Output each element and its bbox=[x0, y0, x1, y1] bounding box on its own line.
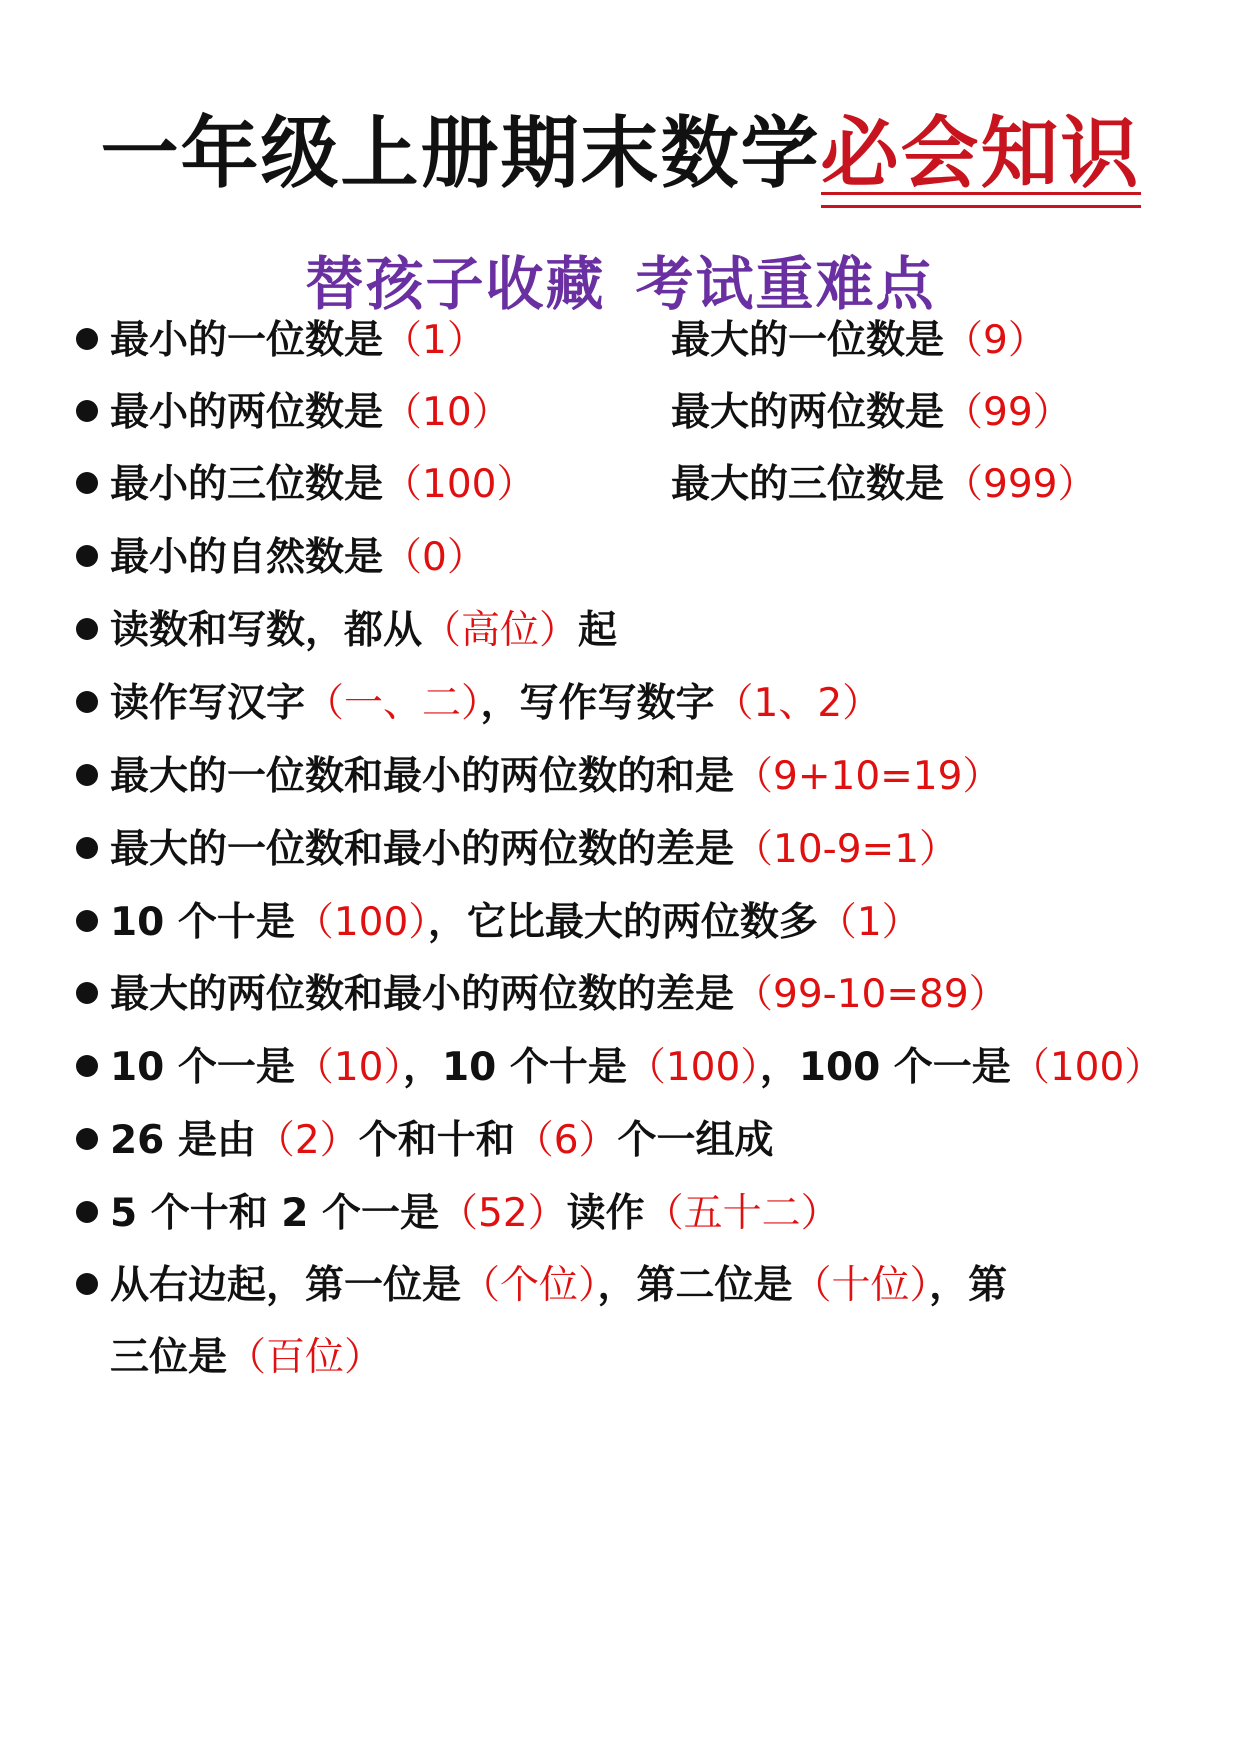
subtitle-left: 替孩子收藏 bbox=[305, 250, 606, 318]
page-subtitle bbox=[0, 246, 1241, 322]
list-item-right: 最大的一位数是（9） bbox=[671, 318, 1047, 363]
list-item-line-2: 三位是（百位） bbox=[110, 1335, 384, 1380]
list-item: 10 个一是（10），10 个十是（100），100 个一是（100） bbox=[76, 1040, 1186, 1096]
bullet-icon bbox=[76, 1128, 98, 1150]
bullet-icon bbox=[76, 328, 98, 350]
list-item bbox=[76, 1250, 1186, 1394]
bullet-icon bbox=[76, 691, 98, 713]
list-item-right: 最大的两位数是（99） bbox=[671, 390, 1072, 435]
list-item-line-1: 从右边起，第一位是（个位），第二位是（十位），第 bbox=[76, 1250, 1186, 1322]
bullet-icon bbox=[76, 764, 98, 786]
list-item: 最大的一位数和最小的两位数的和是（9+10=19） bbox=[76, 749, 1186, 805]
title-accent-text: 必会知识 bbox=[820, 109, 1141, 199]
list-item: 5 个十和 2 个一是（52）读作（五十二） bbox=[76, 1186, 1186, 1242]
list-item: 最大的一位数和最小的两位数的差是（10-9=1） bbox=[76, 822, 1186, 878]
bullet-icon bbox=[76, 910, 98, 932]
list-item: 最小的三位数是（100） 最大的三位数是（999） bbox=[76, 457, 1186, 513]
title-accent bbox=[821, 104, 1141, 204]
list-item: 最小的一位数是（1） 最大的一位数是（9） bbox=[76, 313, 1186, 369]
page-title bbox=[0, 104, 1241, 204]
bullet-icon bbox=[76, 545, 98, 567]
bullet-icon bbox=[76, 618, 98, 640]
bullet-icon bbox=[76, 982, 98, 1004]
list-item: 最小的自然数是（0） bbox=[76, 530, 1186, 586]
bullet-icon bbox=[76, 837, 98, 859]
bullet-icon bbox=[76, 1055, 98, 1077]
list-item: 最大的两位数和最小的两位数的差是（99-10=89） bbox=[76, 967, 1186, 1023]
bullet-icon bbox=[76, 472, 98, 494]
list-item: 26 是由（2）个和十和（6）个一组成 bbox=[76, 1113, 1186, 1169]
title-double-underline bbox=[821, 192, 1141, 208]
bullet-icon bbox=[76, 1201, 98, 1223]
list-item: 读作写汉字（一、二），写作写数字（1、2） bbox=[76, 676, 1186, 732]
title-main: 一年级上册期末数学 bbox=[100, 109, 821, 199]
bullet-icon bbox=[76, 400, 98, 422]
subtitle-right: 考试重难点 bbox=[635, 250, 936, 318]
list-item-right: 最大的三位数是（999） bbox=[671, 462, 1097, 507]
list-item: 最小的两位数是（10） 最大的两位数是（99） bbox=[76, 385, 1186, 441]
list-item: 10 个十是（100），它比最大的两位数多（1） bbox=[76, 895, 1186, 951]
list-item: 读数和写数，都从（高位）起 bbox=[76, 603, 1186, 659]
bullet-icon bbox=[76, 1273, 98, 1295]
